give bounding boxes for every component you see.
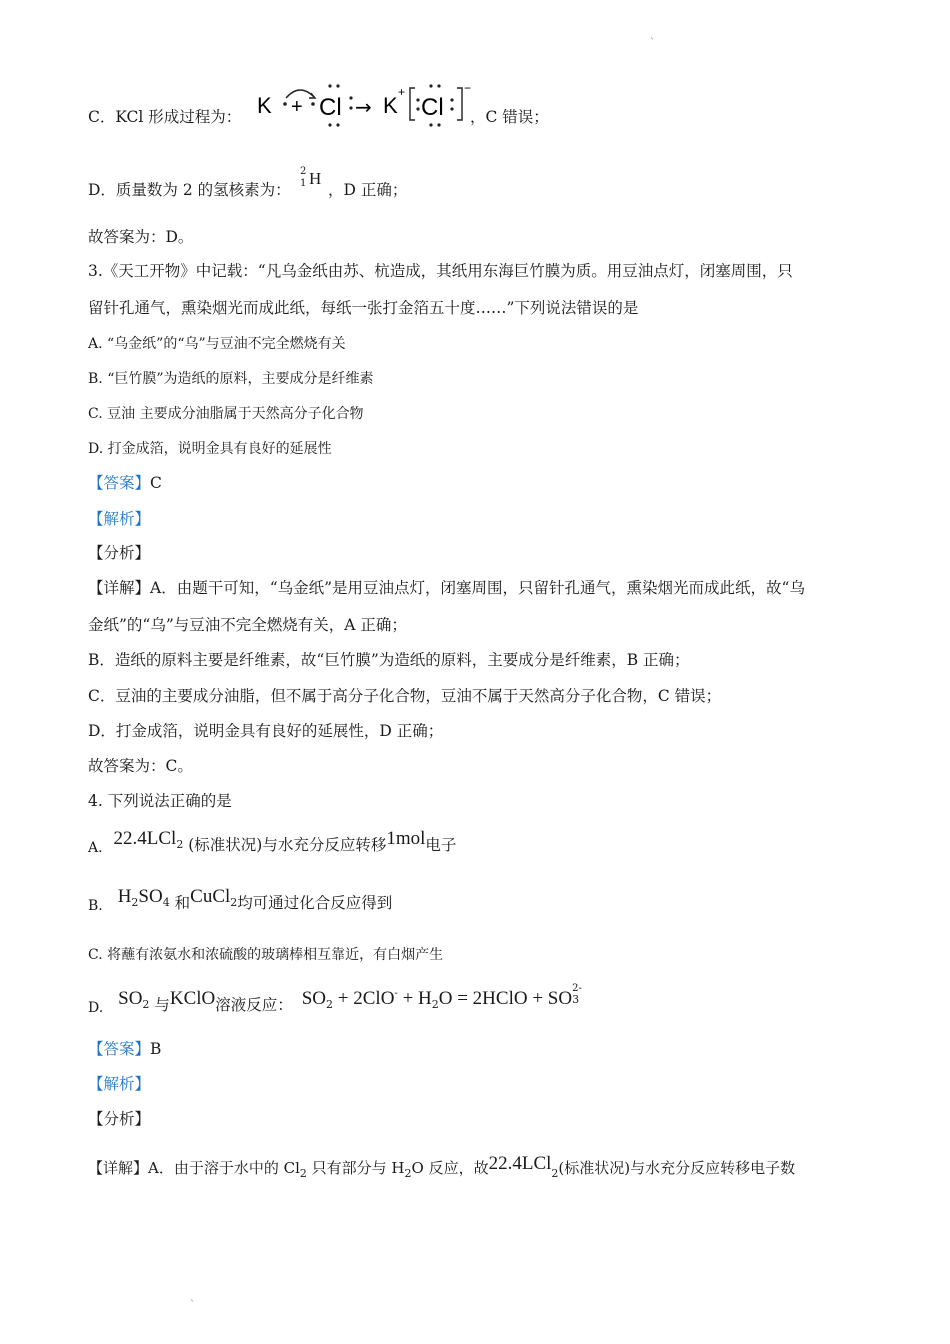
q4-answer-tag: 【答案】 xyxy=(88,1040,151,1058)
cl-ion: Cl xyxy=(421,94,444,121)
q3-detail-c: C．豆油的主要成分油脂，但不属于高分子化合物，豆油不属于天然高分子化合物，C 错误； xyxy=(88,687,722,705)
right-bracket xyxy=(457,88,462,120)
kcl-electron-dot-diagram xyxy=(255,80,475,130)
q4-d-eq-so3-sub: 3 xyxy=(572,993,580,1006)
q3-answer xyxy=(88,472,162,494)
q3-option-d: D. 打金成箔，说明金具有良好的延展性 xyxy=(88,441,332,457)
q4-a-text1: (标准状况)与水充分反应转移 xyxy=(188,836,387,854)
q4-detail-formula: 22.4LCl xyxy=(488,1153,552,1174)
q4-d-eq-so2-sub: 2 xyxy=(326,998,334,1011)
q3-option-c: C. 豆油 主要成分油脂属于天然高分子化合物 xyxy=(88,406,364,422)
q4-a-label: A. xyxy=(88,840,103,856)
q4-b-and: 和 xyxy=(174,894,191,912)
q3-fenxi: 【分析】 xyxy=(88,544,151,562)
q4-fenxi: 【分析】 xyxy=(88,1110,151,1128)
prev-option-d-suffix: ，D 正确； xyxy=(328,181,408,199)
q3-detail-line1: 【详解】A．由题干可知，“乌金纸”是用豆油点灯，闭塞周围，只留针孔通气，熏染烟光而成此纸，故“乌 xyxy=(88,579,805,597)
q4-detail-mid2: O 反应，故 xyxy=(411,1159,489,1177)
isotope-atomic-number: 1 xyxy=(300,178,307,189)
q4-d-label: D. xyxy=(88,1000,104,1016)
cl-ion-charge: − xyxy=(464,81,472,95)
q4-d-eq-h: + H xyxy=(397,988,432,1009)
q4-detail-line1 xyxy=(88,1153,795,1185)
isotope-symbol: H xyxy=(309,169,322,188)
q4-option-c: C. 将蘸有浓氨水和浓硫酸的玻璃棒相互靠近，有白烟产生 xyxy=(88,947,444,963)
q4-d-eq-h-sub: 2 xyxy=(431,998,439,1011)
q4-d-text: 溶液反应： xyxy=(215,996,293,1014)
k-atom: K xyxy=(257,93,272,118)
q4-b-text: 均可通过化合反应得到 xyxy=(237,894,393,912)
isotope-mass-number: 2 xyxy=(300,166,307,177)
q3-analysis-tag: 【解析】 xyxy=(88,510,151,528)
k-ion-charge: + xyxy=(398,85,406,99)
page-top-mark: ` xyxy=(650,38,655,49)
prev-option-c xyxy=(88,106,241,128)
q3-stem-line2: 留针孔通气，熏染烟光而成此纸，每纸一张打金箔五十度……”下列说法错误的是 xyxy=(88,299,639,317)
plus-sign: + xyxy=(291,96,303,118)
q4-d-eq-clo-sup: - xyxy=(394,988,398,999)
q4-b-cucl: CuCl xyxy=(190,886,231,907)
q4-a-formula-sub: 2 xyxy=(176,838,184,851)
q3-answer-tag: 【答案】 xyxy=(88,474,151,492)
left-bracket xyxy=(410,88,415,120)
q3-detail-d: D．打金成箔，说明金具有良好的延展性，D 正确； xyxy=(88,722,444,740)
q4-option-a xyxy=(88,828,456,859)
q4-answer xyxy=(88,1038,161,1060)
q4-answer-value: B xyxy=(150,1040,162,1058)
q4-d-with: 与 xyxy=(154,996,170,1014)
q4-b-h: H xyxy=(117,886,132,907)
q4-detail-h-sub: 2 xyxy=(404,1167,412,1180)
reaction-arrow: → xyxy=(355,95,372,119)
q4-d-kclo: KClO xyxy=(169,988,216,1009)
page-bottom-mark: ` xyxy=(190,1300,195,1311)
q3-conclusion: 故答案为：C。 xyxy=(88,757,193,775)
q3-detail-b: B．造纸的原料主要是纤维素，故“巨竹膜”为造纸的原料，主要成分是纤维素，B 正确； xyxy=(88,651,690,669)
q4-b-cucl-sub: 2 xyxy=(230,896,238,909)
q4-stem: 4. 下列说法正确的是 xyxy=(88,792,232,810)
cl-atom: Cl xyxy=(319,94,342,121)
k-ion: K xyxy=(383,93,398,118)
q4-d-eq-so3-sup: 2- xyxy=(572,983,582,994)
q4-b-h-sub: 2 xyxy=(131,896,139,909)
q4-d-so2-sub: 2 xyxy=(142,998,150,1011)
q3-detail-line2: 金纸”的“乌”与豆油不完全燃烧有关，A 正确； xyxy=(88,616,407,634)
q3-option-b: B. “巨竹膜”为造纸的原料，主要成分是纤维素 xyxy=(88,371,374,387)
q4-analysis-tag: 【解析】 xyxy=(88,1075,151,1093)
q4-a-text2: 电子 xyxy=(425,836,457,854)
q4-a-formula: 22.4LCl xyxy=(113,828,177,849)
k-electron-dot xyxy=(283,102,287,106)
q4-d-eq-clo: + 2ClO xyxy=(333,988,395,1009)
prev-option-c-suffix: ，C 错误； xyxy=(470,108,549,126)
q4-option-b xyxy=(88,886,392,917)
q3-option-a: A. “乌金纸”的“乌”与豆油不完全燃烧有关 xyxy=(88,336,346,352)
q3-answer-value: C xyxy=(150,474,162,492)
prev-option-d xyxy=(88,179,291,201)
prev-option-c-prefix: C．KCl 形成过程为： xyxy=(88,108,242,126)
q4-d-eq-so2: SO xyxy=(301,988,327,1009)
q4-d-so2: SO xyxy=(118,988,143,1009)
q4-detail-suffix: (标准状况)与水充分反应转移电子数 xyxy=(558,1159,796,1177)
q4-detail-cl-sub: 2 xyxy=(299,1167,307,1180)
q4-a-amount: 1mol xyxy=(386,828,426,849)
q4-b-so-sub: 4 xyxy=(162,896,170,909)
q4-detail-mid: 只有部分与 H xyxy=(306,1159,405,1177)
q4-b-label: B. xyxy=(88,898,103,914)
q4-b-so: SO xyxy=(138,886,163,907)
prev-option-d-prefix: D．质量数为 2 的氢核素为： xyxy=(88,181,291,199)
q4-option-d xyxy=(88,983,582,1019)
q3-stem-line1: 3.《天工开物》中记载：“凡乌金纸由苏、杭造成，其纸用东海巨竹膜为质。用豆油点灯，闭塞周围，只 xyxy=(88,262,793,280)
q4-d-eq-products: O = 2HClO + SO xyxy=(438,988,573,1009)
q4-detail-prefix: 【详解】A．由于溶于水中的 Cl xyxy=(88,1159,300,1177)
prev-conclusion: 故答案为：D。 xyxy=(88,228,194,246)
q4-detail-formula-sub: 2 xyxy=(551,1167,559,1180)
